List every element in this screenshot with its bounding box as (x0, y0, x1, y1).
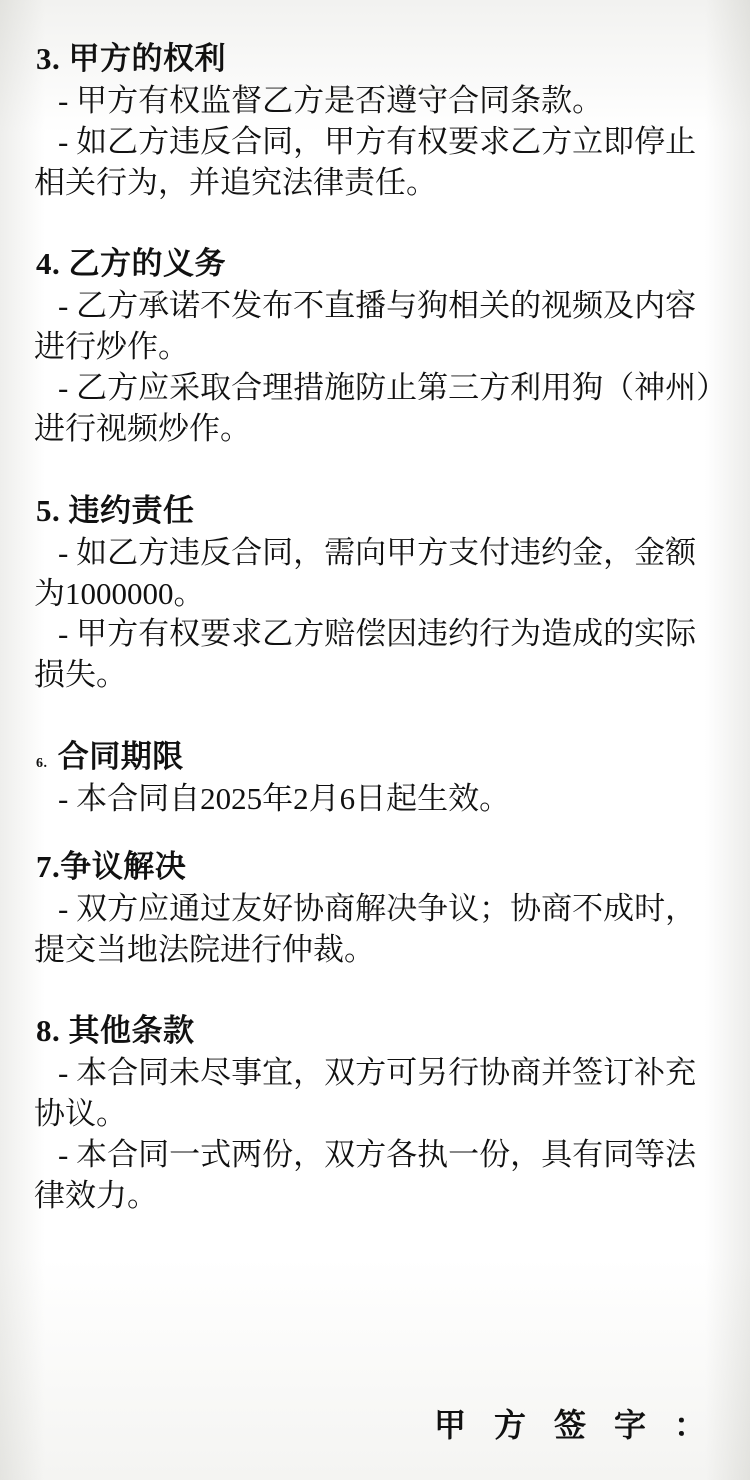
contract-body (28, 40, 722, 1217)
section-title-3: 甲方的权利 (68, 41, 226, 76)
contract-section-5 (28, 492, 722, 696)
contract-section-8 (28, 1012, 722, 1216)
contract-section-6 (28, 738, 722, 820)
section-title-5: 违约责任 (68, 492, 195, 528)
signature-line: 甲 方 签 字 ： (433, 1407, 716, 1443)
section-heading-4 (36, 245, 722, 284)
clause-4-2: - 乙方应采取合理措施防止第三方利用狗（神州）进行视频炒作。 (34, 370, 712, 446)
section-heading-8 (36, 1012, 722, 1051)
section-spacer (28, 714, 722, 738)
section-title-8: 其他条款 (68, 1013, 195, 1049)
section-title-4: 乙方的义务 (68, 246, 226, 282)
section-spacer (28, 838, 722, 848)
section-heading-3 (36, 40, 722, 79)
clause-8-2: - 本合同一式两份，双方各执一份，具有同等法律效力。 (34, 1137, 697, 1213)
section-number-3: 3. (36, 41, 61, 76)
section-number-8: 8. (36, 1013, 61, 1049)
section-spacer (28, 468, 722, 492)
clause-8-1: - 本合同未尽事宜，双方可另行协商并签订补充协议。 (34, 1055, 697, 1132)
section-title-6: 合同期限 (57, 739, 184, 775)
section-heading-7 (36, 848, 722, 887)
section-spacer (28, 988, 722, 1012)
clause-6-1: - 本合同自2025年2月6日起生效。 (58, 780, 511, 816)
section-spacer (28, 221, 722, 245)
contract-section-7 (28, 848, 722, 971)
section-title-7: 争议解决 (60, 848, 187, 884)
clause-3-2: - 如乙方违反合同，甲方有权要求乙方立即停止相关行为，并追究法律责任。 (34, 123, 697, 200)
section-number-7: 7. (36, 848, 61, 884)
clause-5-2: - 甲方有权要求乙方赔偿因违约行为造成的实际损失。 (34, 616, 697, 693)
clause-4-1: - 乙方承诺不发布不直播与狗相关的视频及内容进行炒作。 (34, 288, 697, 365)
clause-5-1: - 如乙方违反合同，需向甲方支付违约金，金额为1000000。 (34, 534, 697, 611)
section-number-6: 6. (36, 756, 48, 772)
contract-section-4 (28, 245, 722, 449)
contract-section-3 (28, 40, 722, 203)
clause-3-1: - 甲方有权监督乙方是否遵守合同条款。 (58, 82, 604, 118)
clause-7-1: - 双方应通过友好协商解决争议；协商不成时，提交当地法院进行仲裁。 (34, 890, 697, 967)
section-heading-6 (36, 738, 722, 777)
section-number-4: 4. (36, 246, 61, 282)
section-number-5: 5. (36, 492, 61, 528)
section-heading-5 (36, 492, 722, 531)
